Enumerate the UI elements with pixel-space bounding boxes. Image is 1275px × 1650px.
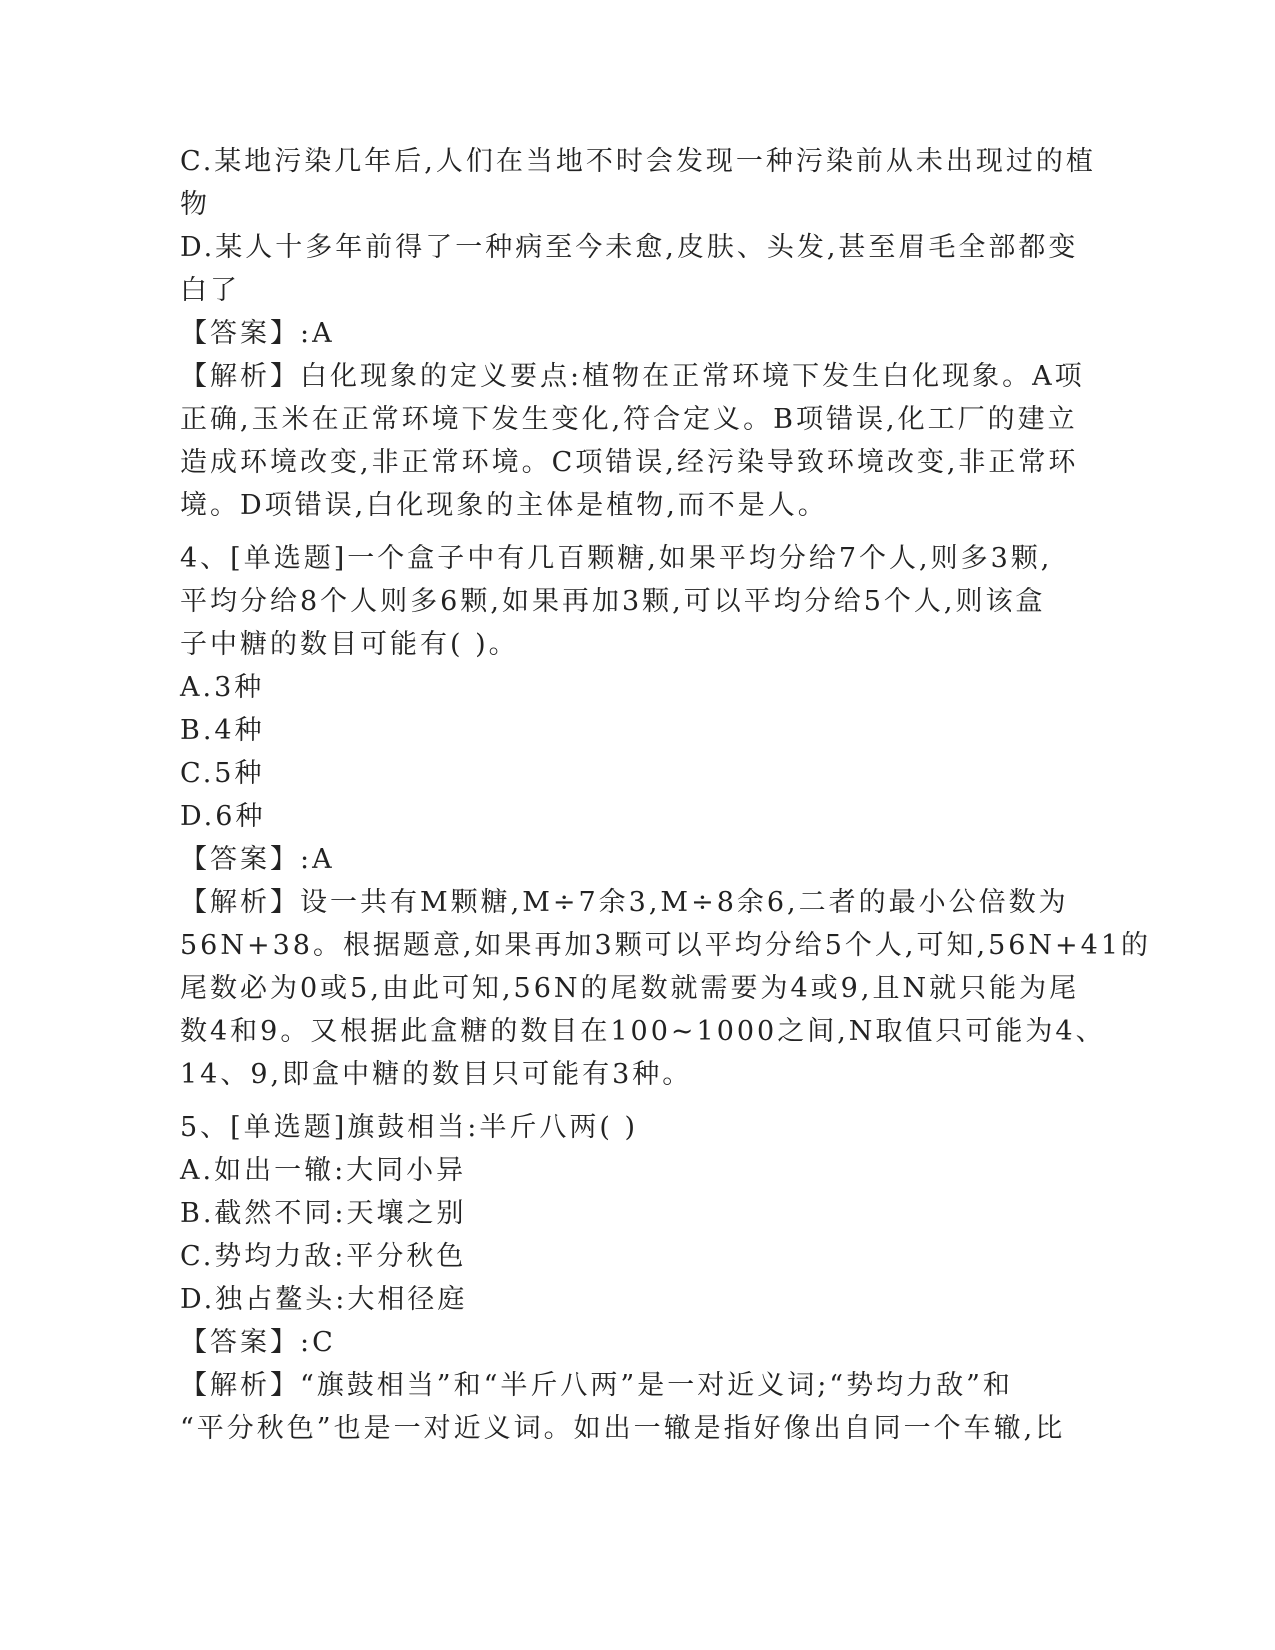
q4-analysis-line: 尾数必为0或5,由此可知,56N的尾数就需要为4或9,且N就只能为尾: [180, 973, 1080, 1004]
q4-option-a: A.3种: [180, 672, 265, 703]
q3-analysis-line: 造成环境改变,非正常环境。C项错误,经污染导致环境改变,非正常环: [180, 447, 1079, 478]
q4-option-d: D.6种: [180, 801, 266, 832]
q5-option-b: B.截然不同:天壤之别: [180, 1198, 467, 1229]
q5-analysis-line: “平分秋色”也是一对近义词。如出一辙是指好像出自同一个车辙,比: [180, 1413, 1066, 1444]
q4-analysis-line: 数4和9。又根据此盒糖的数目在100~1000之间,N取值只可能为4、: [180, 1016, 1106, 1047]
q3-option-c: C.某地污染几年后,人们在当地不时会发现一种污染前从未出现过的植: [180, 146, 1096, 177]
q4-answer: 【答案】:A: [180, 844, 335, 875]
q3-analysis-line: 【解析】白化现象的定义要点:植物在正常环境下发生白化现象。A项: [180, 361, 1085, 392]
q3-analysis-line: 正确,玉米在正常环境下发生变化,符合定义。B项错误,化工厂的建立: [180, 404, 1078, 435]
q3-option-d-cont: 白了: [180, 275, 240, 306]
q5-stem: 5、[单选题]旗鼓相当:半斤八两( ): [180, 1112, 638, 1143]
q4-analysis-line: 【解析】设一共有M颗糖,M÷7余3,M÷8余6,二者的最小公倍数为: [180, 887, 1069, 918]
q4-option-c: C.5种: [180, 758, 265, 789]
q4-stem: 4、[单选题]一个盒子中有几百颗糖,如果平均分给7个人,则多3颗,: [180, 543, 1053, 574]
q4-analysis-line: 14、9,即盒中糖的数目只可能有3种。: [180, 1059, 693, 1090]
q4-option-b: B.4种: [180, 715, 265, 746]
q4-stem-cont: 子中糖的数目可能有( )。: [180, 629, 519, 660]
q3-answer: 【答案】:A: [180, 318, 335, 349]
q5-answer: 【答案】:C: [180, 1327, 336, 1358]
q3-option-d: D.某人十多年前得了一种病至今未愈,皮肤、头发,甚至眉毛全部都变: [180, 232, 1079, 263]
document-page: [180, 140, 1152, 1450]
q3-analysis-line: 境。D项错误,白化现象的主体是植物,而不是人。: [180, 490, 828, 521]
q5-option-d: D.独占鳌头:大相径庭: [180, 1284, 468, 1315]
q4-stem-cont: 平均分给8个人则多6颗,如果再加3颗,可以平均分给5个人,则该盒: [180, 586, 1046, 617]
q4-analysis-line: 56N+38。根据题意,如果再加3颗可以平均分给5个人,可知,56N+41的: [180, 930, 1152, 961]
question-spacer: [180, 1096, 1060, 1106]
q5-analysis-line: 【解析】“旗鼓相当”和“半斤八两”是一对近义词;“势均力敌”和: [180, 1370, 1013, 1401]
question-spacer: [180, 527, 1060, 537]
q3-option-c-cont: 物: [180, 189, 210, 220]
q5-option-c: C.势均力敌:平分秋色: [180, 1241, 467, 1272]
q5-option-a: A.如出一辙:大同小异: [180, 1155, 467, 1186]
